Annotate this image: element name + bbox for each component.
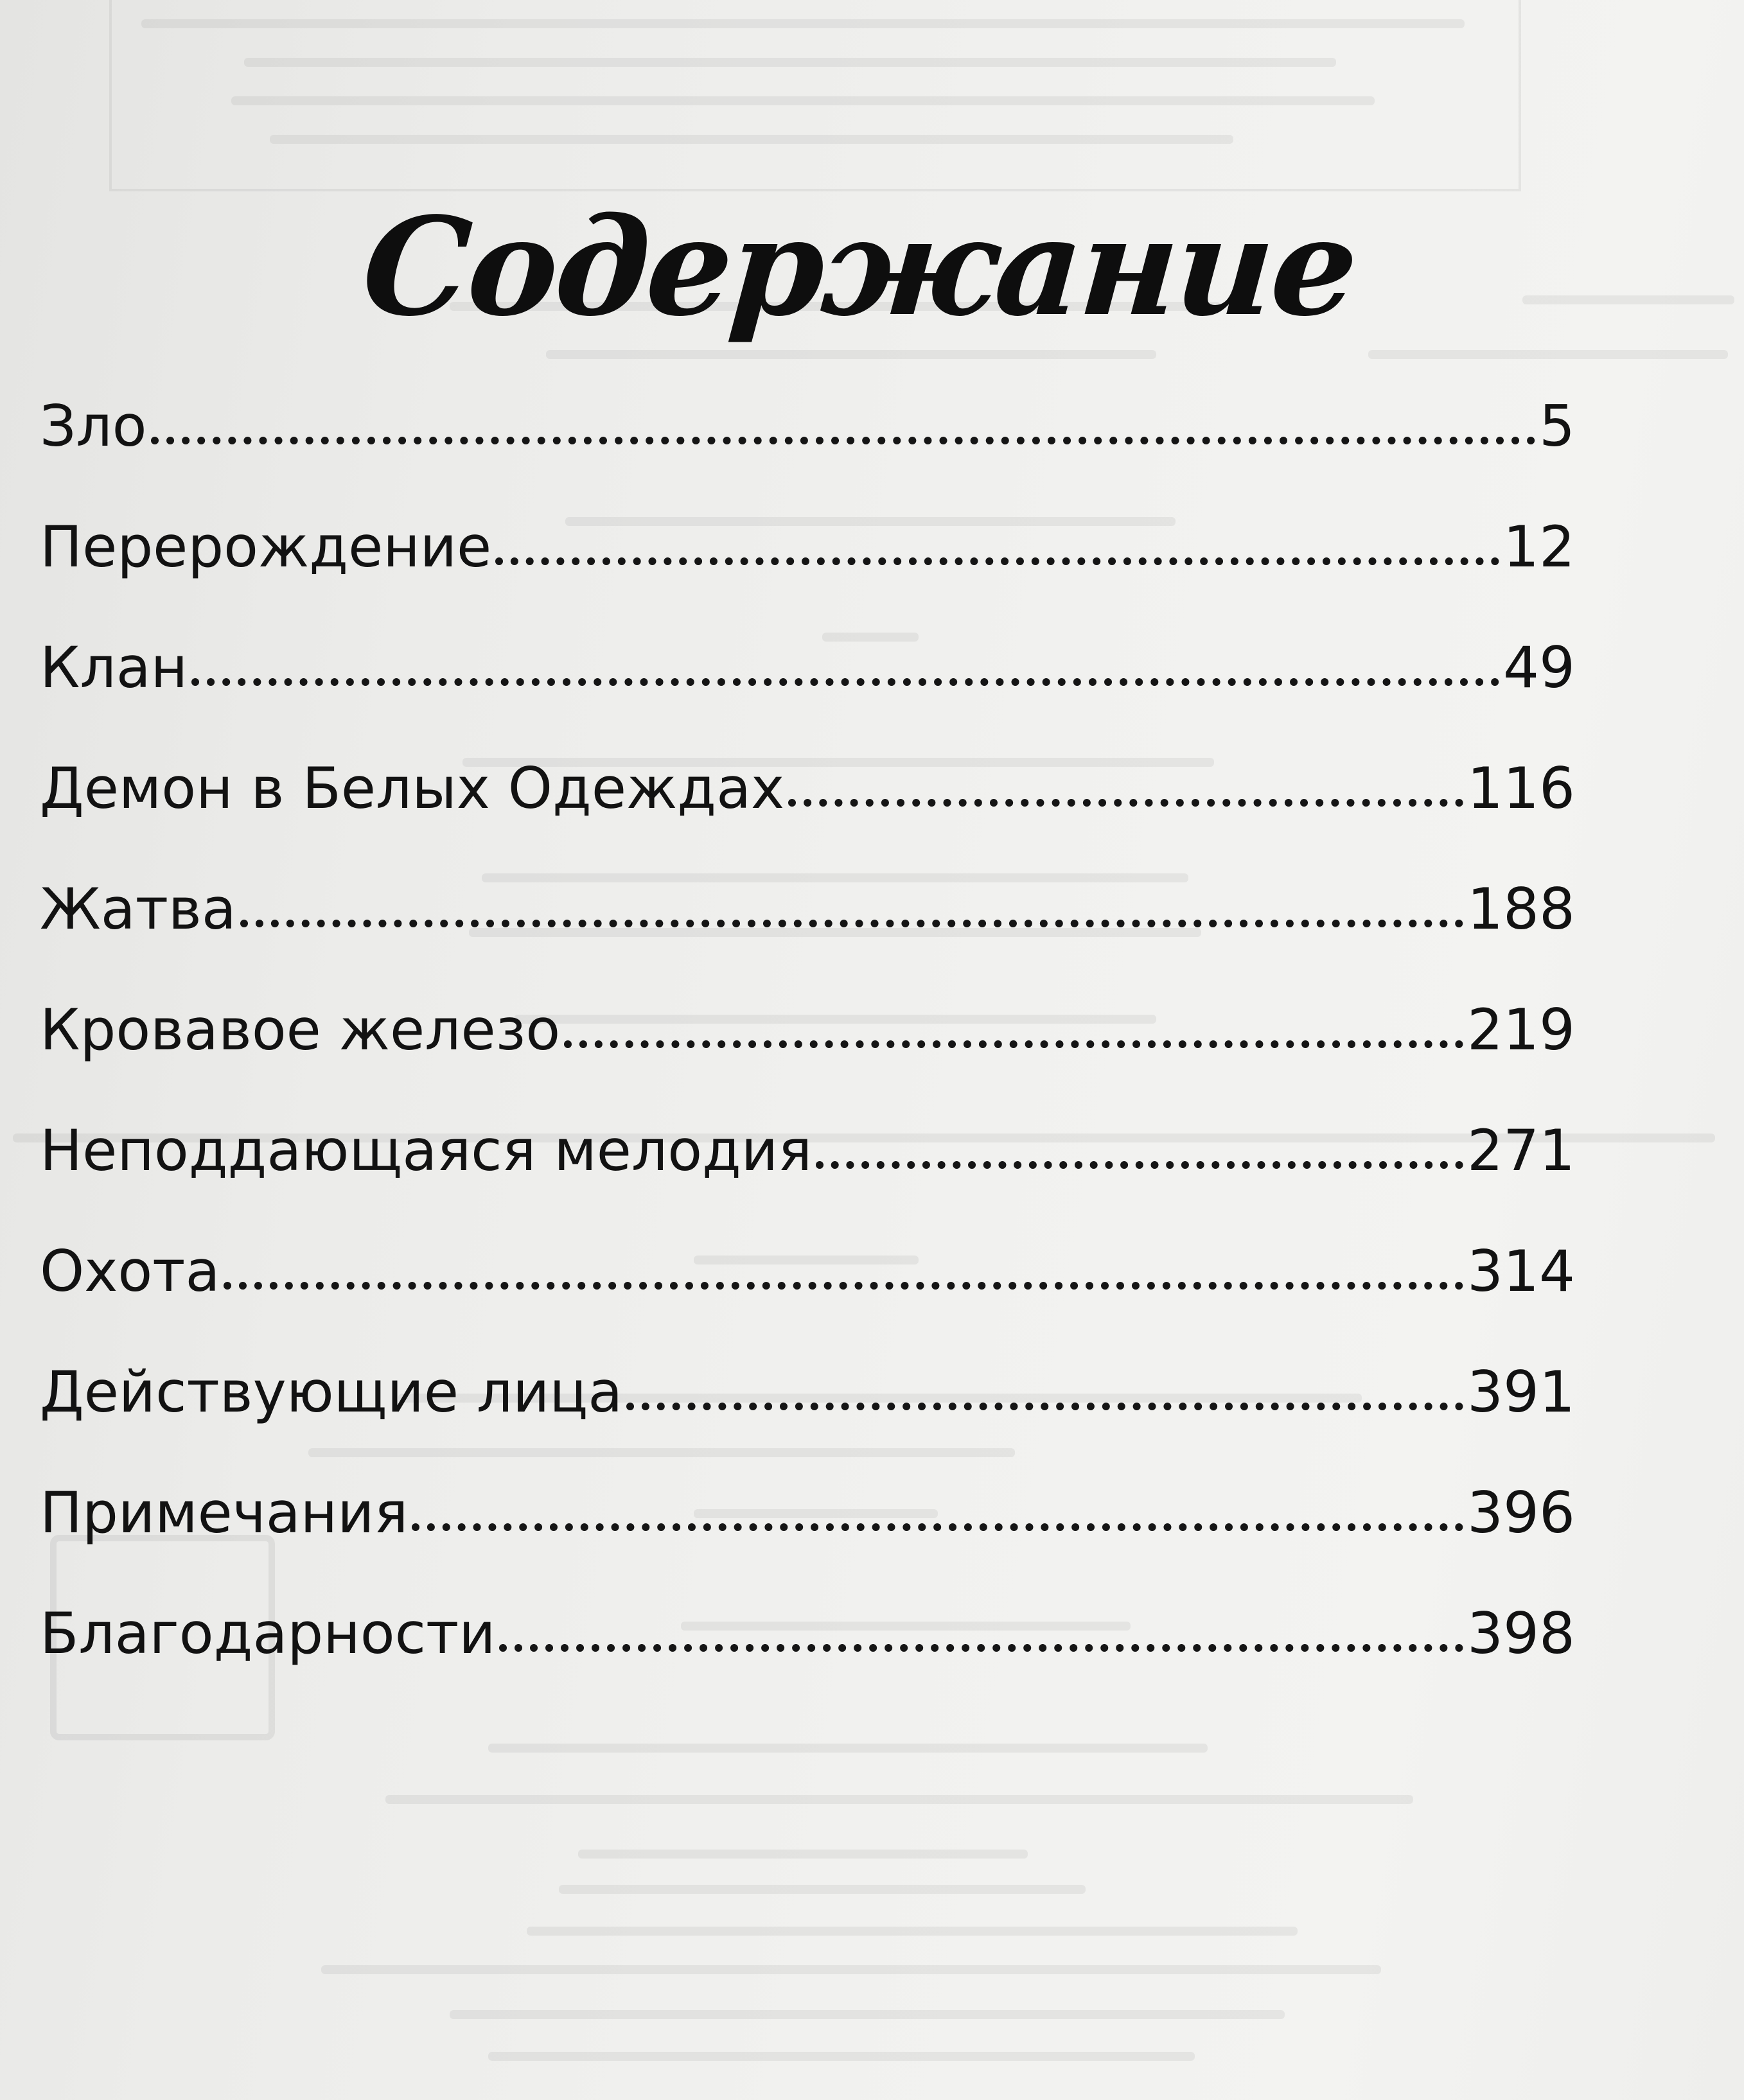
dot-leader (412, 1523, 1463, 1531)
dot-leader (191, 678, 1499, 686)
dot-leader (816, 1161, 1463, 1169)
toc-entry (40, 1238, 1575, 1364)
toc-entry (40, 755, 1575, 881)
toc-entry-page-number: 12 (1503, 514, 1575, 580)
bleed-through-line (488, 1744, 1208, 1753)
bleed-through-line (231, 96, 1375, 105)
toc-entry-title: Перерождение (40, 514, 492, 580)
toc-entry-title: Действующие лица (40, 1359, 623, 1425)
dot-leader (240, 920, 1463, 927)
toc-entry-page-number: 314 (1467, 1238, 1575, 1304)
bleed-through-line (244, 58, 1336, 67)
dot-leader (499, 1644, 1463, 1652)
toc-entry-page-number: 391 (1467, 1359, 1575, 1425)
table-of-contents (40, 393, 1575, 1726)
toc-entry (40, 997, 1575, 1123)
toc-entry (40, 634, 1575, 760)
toc-entry (40, 1117, 1575, 1243)
bleed-through-line (1368, 350, 1728, 359)
toc-entry-page-number: 398 (1467, 1600, 1575, 1667)
toc-entry (40, 876, 1575, 1002)
toc-entry-title: Неподдающаяся мелодия (40, 1117, 813, 1184)
toc-entry (40, 1480, 1575, 1606)
bleed-through-line (488, 2052, 1195, 2061)
bleed-through-line (546, 350, 1156, 359)
toc-entry-title: Клан (40, 634, 188, 701)
toc-entry-page-number: 5 (1539, 393, 1575, 459)
toc-entry (40, 393, 1575, 519)
toc-entry-title: Жатва (40, 876, 236, 942)
toc-entry-title: Примечания (40, 1480, 409, 1546)
page-title: Содержание (358, 187, 1361, 346)
toc-entry-page-number: 271 (1467, 1117, 1575, 1184)
toc-entry-title: Зло (40, 393, 147, 459)
toc-entry-page-number: 396 (1467, 1480, 1575, 1546)
toc-entry (40, 514, 1575, 640)
toc-entry-page-number: 219 (1467, 997, 1575, 1063)
toc-entry-title: Кровавое железо (40, 997, 561, 1063)
bleed-through-frame (109, 0, 1521, 191)
dot-leader (626, 1403, 1463, 1410)
dot-leader (564, 1040, 1463, 1048)
bleed-through-line (578, 1850, 1028, 1859)
toc-entry-title: Демон в Белых Одеждах (40, 755, 785, 821)
toc-entry-page-number: 188 (1467, 876, 1575, 942)
bleed-through-line (321, 1965, 1381, 1974)
bleed-through-line (527, 1927, 1298, 1936)
toc-entry-page-number: 49 (1503, 634, 1575, 701)
toc-entry-title: Благодарности (40, 1600, 496, 1667)
bleed-through-line (450, 2010, 1285, 2019)
dot-leader (151, 437, 1535, 444)
toc-entry (40, 1359, 1575, 1485)
toc-entry-title: Охота (40, 1238, 220, 1304)
bleed-through-line (559, 1885, 1086, 1894)
dot-leader (224, 1282, 1463, 1290)
bleed-through-line (385, 1795, 1413, 1804)
bleed-through-line (270, 135, 1233, 144)
bleed-through-line (141, 19, 1465, 28)
toc-entry (40, 1600, 1575, 1726)
toc-entry-page-number: 116 (1467, 755, 1575, 821)
dot-leader (495, 557, 1499, 565)
dot-leader (788, 799, 1463, 807)
